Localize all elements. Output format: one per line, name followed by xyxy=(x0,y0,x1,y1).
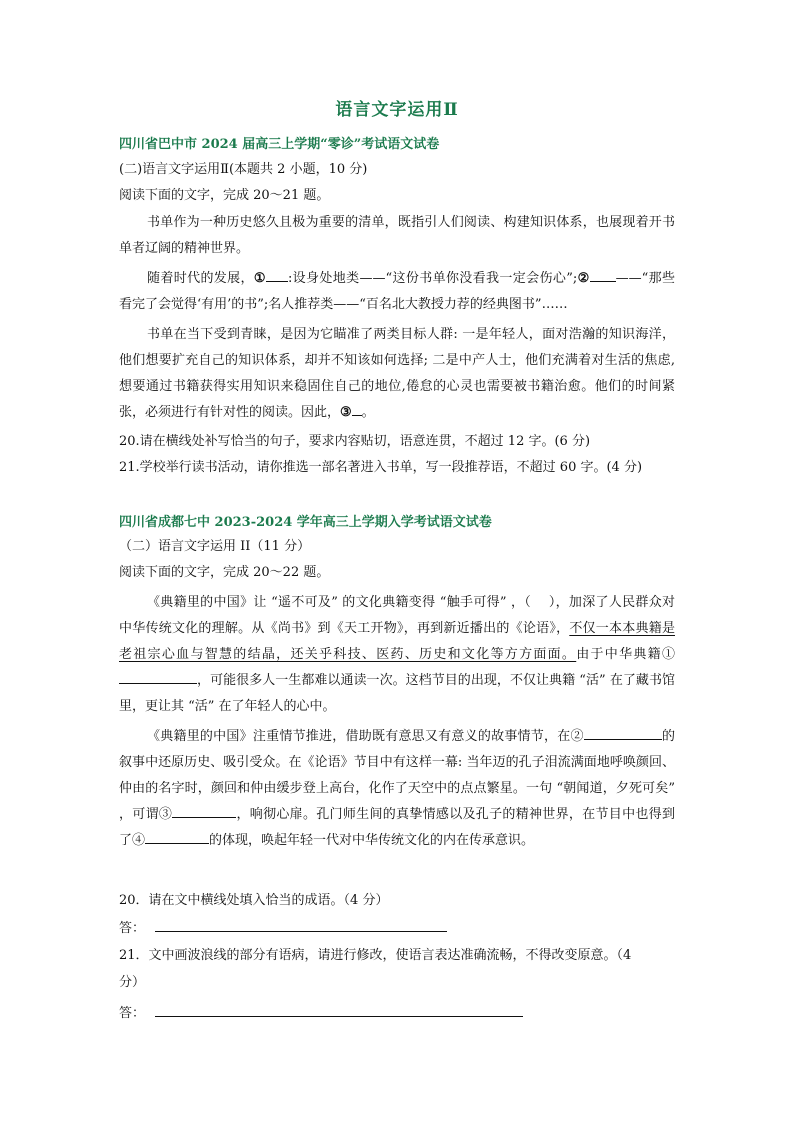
answer-line-1[interactable] xyxy=(155,917,447,932)
text: ——“那些看完了会觉得‘有用’的书”;名人推荐类——“百名北大教授力荐的经典图书”…… xyxy=(119,271,675,312)
text: :设身处地类——“这份书单你没看我一定会伤心”; xyxy=(287,271,578,286)
blank-2 xyxy=(590,267,616,282)
text: 《典籍里的中国》注重情节推进，借助既有意思又有意义的故事情节，在 xyxy=(147,729,571,744)
section1-heading: (二)语言文字运用Ⅱ(本题共 2 小题，10 分) xyxy=(119,162,368,177)
answer-row-2 xyxy=(119,1002,679,1024)
text: 的体现，唤起年轻一代对中华传统文化的内在传承意识。 xyxy=(209,833,535,848)
text: ，响彻心扉。孔门师生间的真挚情感以及孔子的精神世界，在节目中也得到了 xyxy=(119,807,675,848)
blank-3 xyxy=(352,401,362,416)
section1-source: 四川省巴中市 2024 届高三上学期“零诊”考试语文试卷 xyxy=(119,137,440,152)
section2-question-20: 20．请在文中横线处填入恰当的成语。（4 分） xyxy=(119,893,389,908)
blank-1 xyxy=(266,267,288,282)
section2-paragraph-1 xyxy=(119,590,675,720)
answer-row-1 xyxy=(119,917,679,939)
section1-paragraph-3 xyxy=(119,322,675,426)
blank-marker-2: ② xyxy=(577,271,590,286)
section1-question-20: 20.请在横线处补写恰当的句子，要求内容贴切，语意连贯，不超过 12 字。(6 分) xyxy=(119,434,591,449)
section1-paragraph-1: 书单作为一种历史悠久且极为重要的清单，既指引人们阅读、构建知识体系，也展现着开书单者辽阔的精神世界。 xyxy=(119,215,675,256)
blank-marker-4: ④ xyxy=(132,833,146,848)
section1-paragraph-2 xyxy=(119,266,675,318)
section1-instruction: 阅读下面的文字，完成 20～21 题。 xyxy=(119,188,330,203)
section2-question-21-cont: 分） xyxy=(119,975,146,990)
blank-marker-1: ① xyxy=(661,647,675,662)
wavy-underlined-sentence: 不仅一本本典籍是老祖宗心血与智慧的结晶，还关乎科技、医药、历史和文化等方方面面。 xyxy=(119,621,675,662)
text: 的叙事中还原历史、吸引受众。在《论语》节目中有这样一幕: 当年迈的孔子泪流满面地呼唤颜回、仲由的名字时，颜回和仲由缓步登上高台，化作了天空中的点点繁星。一句 “朝闻道，夕死可矣” ，可谓 xyxy=(119,729,675,822)
section2-source: 四川省成都七中 2023-2024 学年高三上学期入学考试语文试卷 xyxy=(119,515,492,530)
text: 书单在当下受到青睐，是因为它瞄准了两类目标人群: 一是年轻人，面对浩瀚的知识海洋，他们想要扩充自己的知识体系，却并不知该如何选择; 二是中产人士，他们充满着对生活的焦虑,想要通过书籍获得实用知识来稳固住自己的地位,倦怠的心灵也需要被书籍治愈。他们的时间紧张，必须进行有针对性的阅读。因此， xyxy=(119,327,675,420)
section1-question-21: 21.学校举行读书活动，请你推选一部名著进入书单，写一段推荐语，不超过 60 字。(4 分) xyxy=(119,460,643,475)
blank-2 xyxy=(584,725,662,740)
blank-3 xyxy=(172,803,236,818)
section2-question-21: 21．文中画波浪线的部分有语病，请进行修改，使语言表达准确流畅，不得改变原意。（4 xyxy=(119,948,632,963)
section2-heading: （二）语言文字运用 II（11 分） xyxy=(119,539,311,554)
blank-marker-3: ③ xyxy=(340,405,352,420)
answer-line-2[interactable] xyxy=(155,1002,523,1017)
answer-label: 答： xyxy=(119,921,146,936)
text: 随着时代的发展， xyxy=(147,271,254,286)
text: 由于中华典籍 xyxy=(576,647,662,662)
answer-label: 答： xyxy=(119,1006,146,1021)
section2-instruction: 阅读下面的文字，完成 20～22 题。 xyxy=(119,565,330,580)
text: 。 xyxy=(361,405,375,420)
blank-1 xyxy=(119,669,197,684)
text: ，可能很多人一生都难以通读一次。这档节目的出现，不仅让典籍 “活” 在了藏书馆里，更让其 “活” 在了年轻人的心中。 xyxy=(119,673,675,714)
blank-marker-2: ② xyxy=(570,729,584,744)
blank-marker-1: ① xyxy=(253,271,266,286)
text: 《典籍里的中国》让 “遥不可及” 的文化典籍变得 “触手可得” ，（ ），加深了人民群众对中华传统文化的理解。从《尚书》到《天工开物》，再到新近播出的《论语》， xyxy=(119,595,675,636)
page-title: 语言文字运用Ⅱ xyxy=(335,100,459,120)
blank-4 xyxy=(145,829,209,844)
section2-paragraph-2 xyxy=(119,724,675,854)
blank-marker-3: ③ xyxy=(158,807,173,822)
